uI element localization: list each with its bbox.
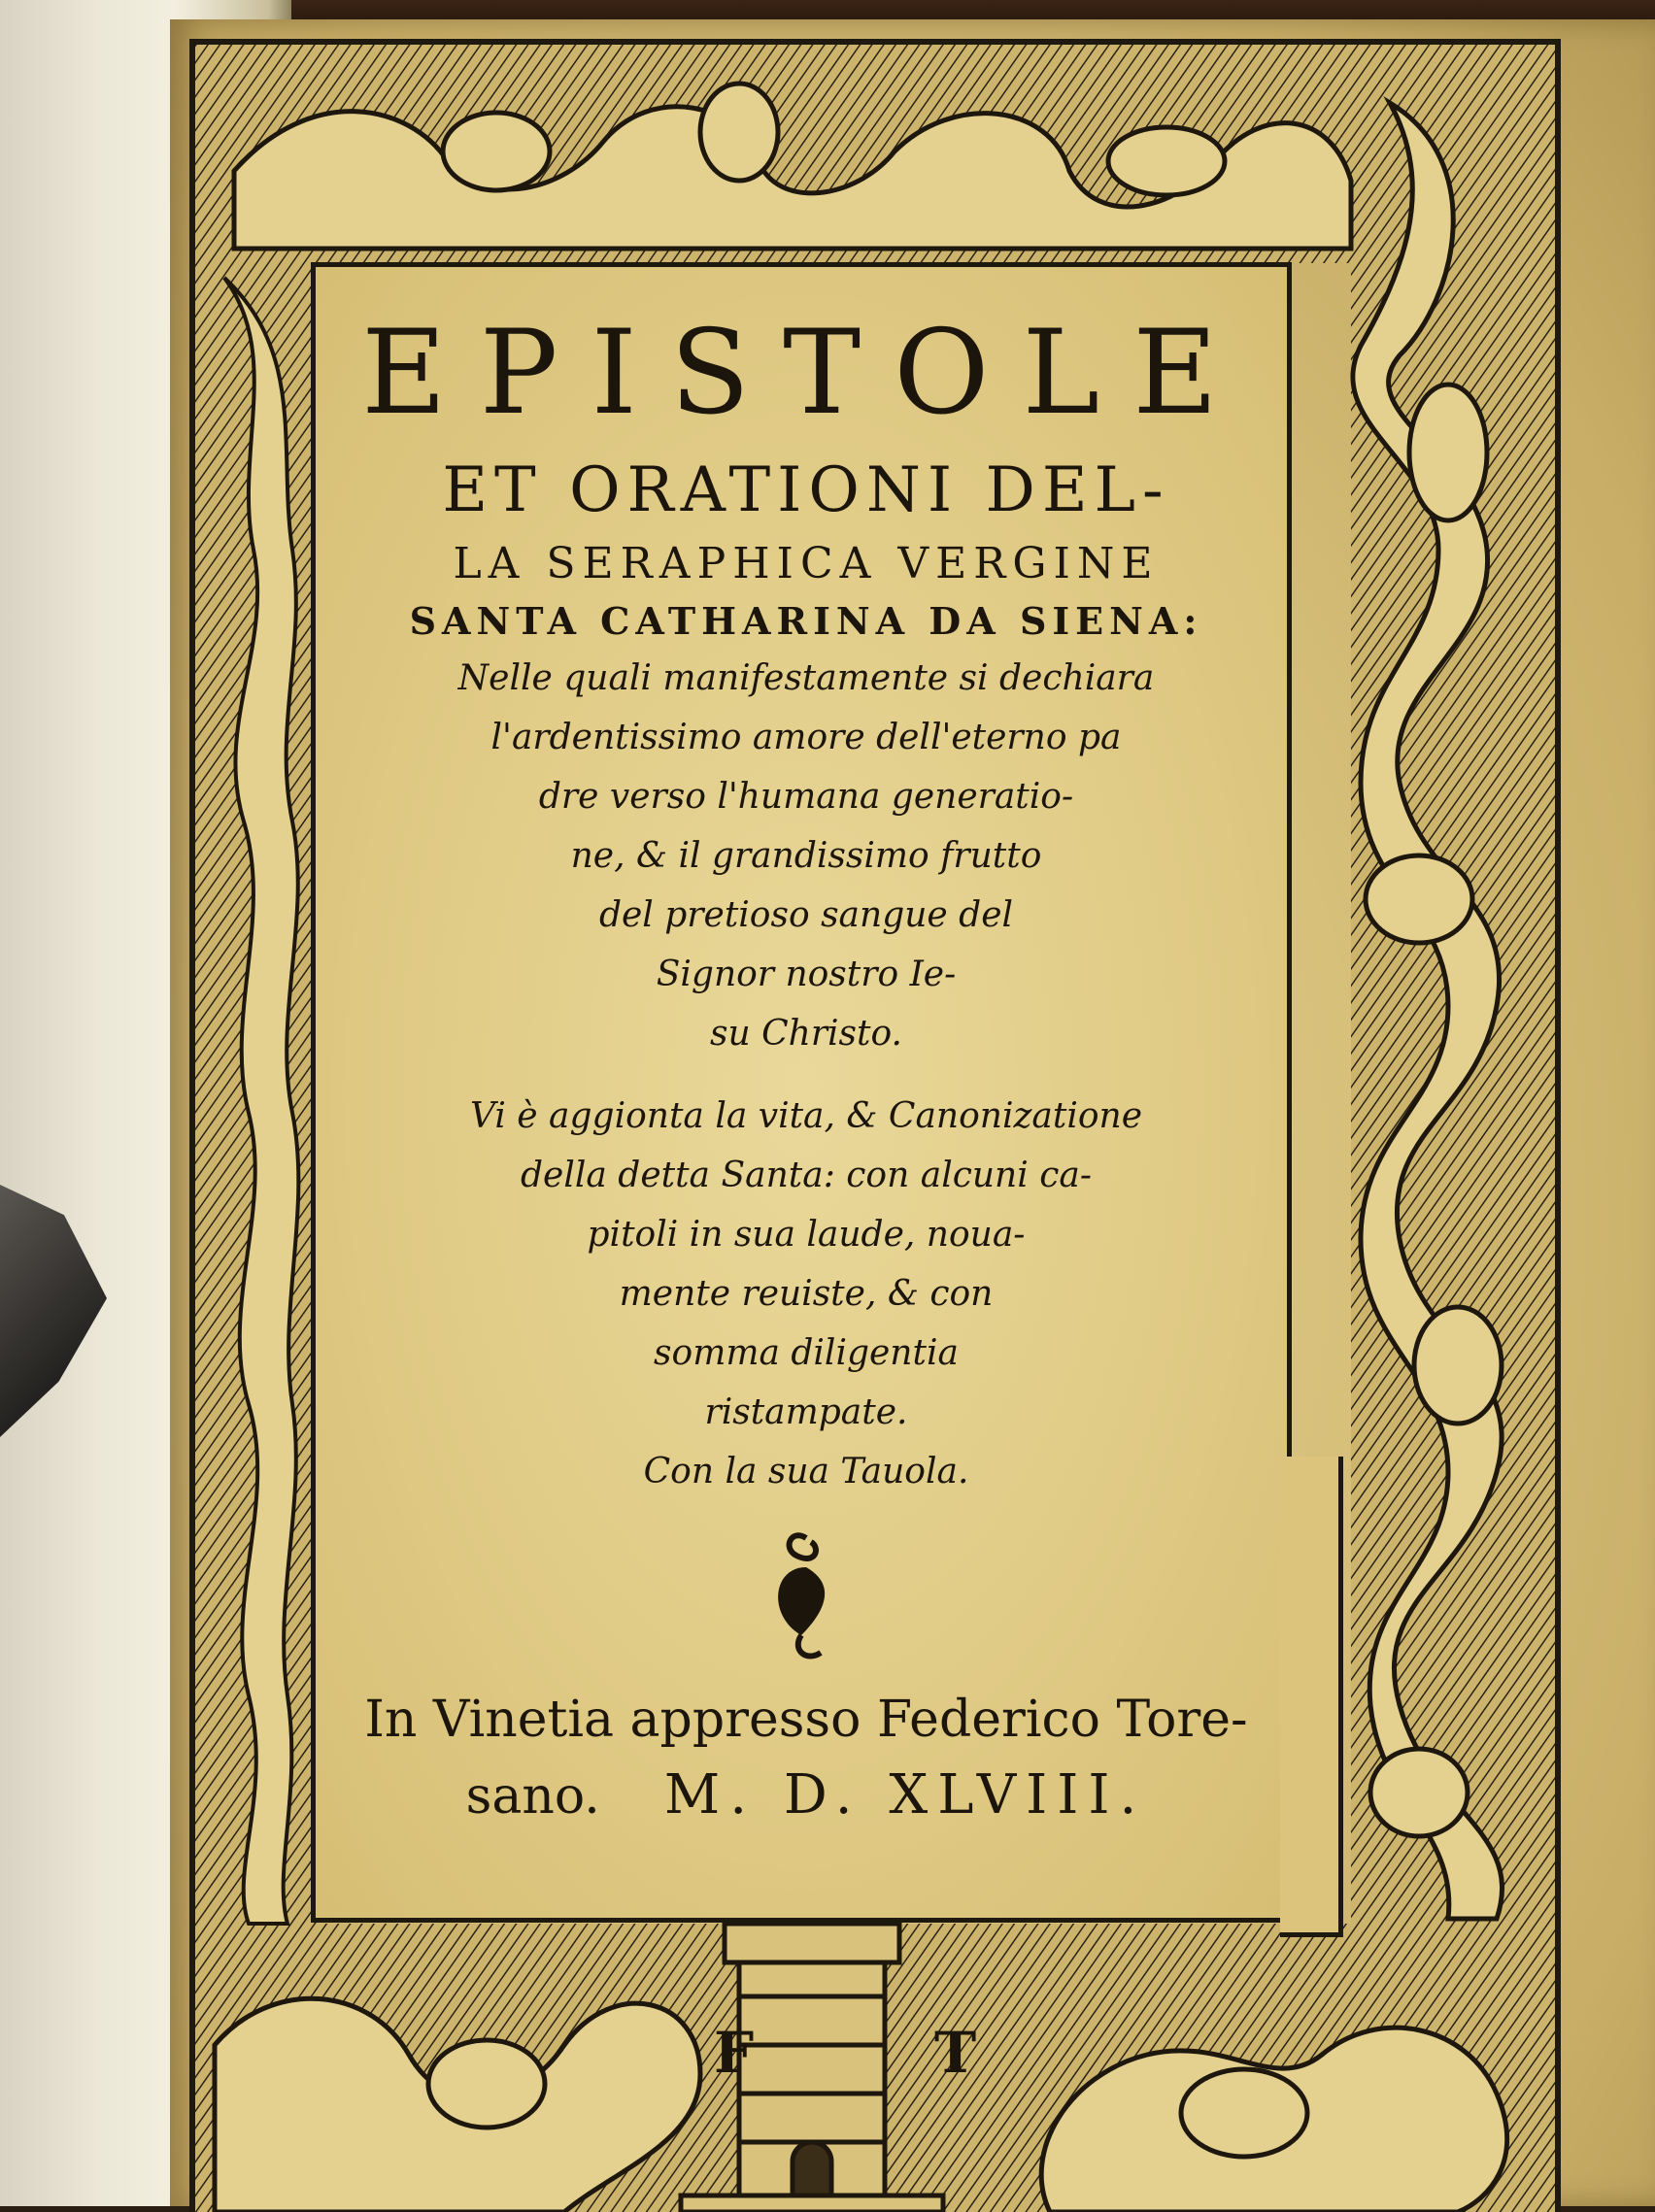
- subtitle-line-1: ET ORATIONI DEL-: [442, 454, 1170, 526]
- title-page-text: [321, 282, 1292, 1834]
- printer-mark-letter-f: F: [714, 2020, 755, 2086]
- imprint-year: M. D. XLVIII.: [663, 1763, 1147, 1827]
- description-line: dre verso l'humana generatio-: [538, 777, 1074, 817]
- addition-line: Con la sua Tauola.: [643, 1452, 969, 1491]
- imprint-line-1: In Vinetia appresso Federico Tore-: [364, 1691, 1248, 1749]
- imprint-line-2: [321, 1758, 1292, 1834]
- description-line: Nelle quali manifestamente si dechiara: [457, 658, 1155, 698]
- addition-line: pitoli in sua laude, noua-: [587, 1215, 1026, 1255]
- spacer: [321, 1063, 1292, 1087]
- description-line: su Christo.: [710, 1014, 902, 1054]
- description-line: ne, & il grandissimo frutto: [570, 836, 1042, 876]
- description-line: Signor nostro Ie-: [656, 955, 957, 994]
- addition-line: somma diligentia: [654, 1333, 959, 1373]
- description-line: del pretioso sangue del: [598, 895, 1014, 935]
- printer-mark-letter-t: T: [934, 2020, 977, 2086]
- subtitle-line-2: LA SERAPHICA VERGINE: [453, 539, 1160, 588]
- addition-line: Vi è aggionta la vita, & Canonizatione: [469, 1096, 1143, 1136]
- leaf-ornament-icon: [762, 1528, 850, 1664]
- imprint-printer-end: sano.: [465, 1767, 600, 1826]
- description-line: l'ardentissimo amore dell'eterno pa: [490, 718, 1122, 757]
- addition-line: della detta Santa: con alcuni ca-: [520, 1156, 1092, 1195]
- subtitle-line-3: SANTA CATHARINA DA SIENA:: [409, 599, 1203, 643]
- addition-line: mente reuiste, & con: [619, 1274, 994, 1314]
- addition-line: ristampate.: [704, 1392, 908, 1432]
- book-title: EPISTOLE: [361, 306, 1251, 441]
